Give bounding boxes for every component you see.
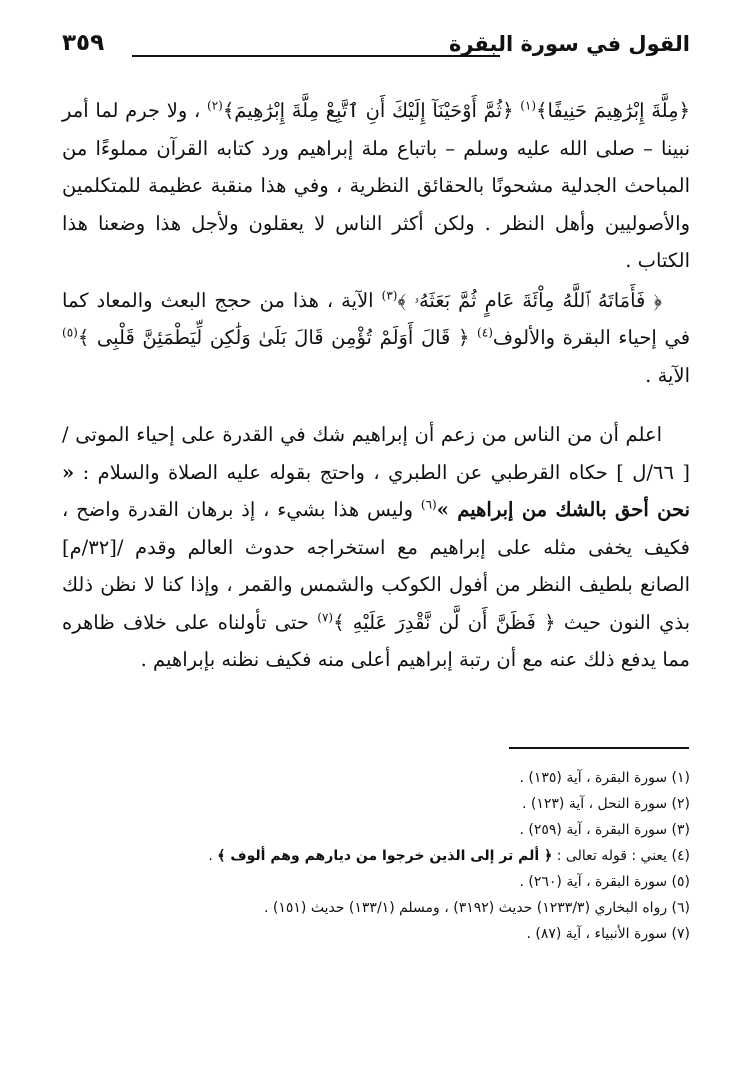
quran-verse: ﴿ فَأَمَاتَهُ ٱللَّهُ مِاْئَةَ عَامٍ ثُمَّ بَعَثَهُۥ ﴾ <box>397 288 663 312</box>
footnote-item: (٥) سورة البقرة ، آية (٢٦٠) . <box>519 874 690 890</box>
running-header <box>62 28 690 68</box>
paragraph-text: حتى تأولناه على خلاف ظاهره مما يدفع ذلك عنه مع أن رتبة إبراهيم أعلى منه فكيف نظنه بإبراهيم . <box>62 610 690 671</box>
footnote-quote: ﴿ ألم تر إلى الذين خرجوا من ديارهم وهم ألوف ﴾ <box>217 848 553 864</box>
quran-verse: ﴿ثُمَّ أَوْحَيْنَآ إِلَيْكَ أَنِ ٱتَّبِعْ مِلَّةَ إِبْرَٰهِيمَ﴾ <box>222 99 514 122</box>
footnotes-list <box>62 765 690 947</box>
footnote-text: . <box>208 848 213 864</box>
footnote-ref: (٢) <box>207 98 223 113</box>
page-number: ٣٥٩ <box>62 30 105 56</box>
footnote-ref: (٧) <box>317 610 334 624</box>
paragraph-text: ، ولا جرم لما أمر نبينا – صلى الله عليه وسلم – باتباع ملة إبراهيم ورد كتابه القرآن مملوءًا من المباحث الجدلية مشحونًا بالحقائق النظرية ، وفي هذا منقبة عظيمة للمتكلمين والأصوليين وأهل النظر . ولكن أكثر الناس لا يعقلون ولأجل هذا وضعنا هذا الكتاب . <box>62 99 690 272</box>
footnote-ref: (٥) <box>62 325 78 340</box>
paragraph-text: اعلم أن من الناس من زعم أن إبراهيم شك في القدرة على إحياء الموتى / [ ٦٦/ل ] حكاه القرطبي عن الطبري ، واحتج بقوله عليه الصلاة والسلام : <box>62 423 690 484</box>
footnote-item: (٣) سورة البقرة ، آية (٢٥٩) . <box>519 822 690 838</box>
main-text <box>62 92 690 679</box>
quran-verse: ﴿ فَظَنَّ أَن لَّن نَّقْدِرَ عَلَيْهِ ﴾ <box>333 610 556 634</box>
paragraph-text: الآية ، هذا من حجج البعث والمعاد كما في إحياء البقرة والألوف <box>62 288 691 349</box>
footnote-separator <box>509 747 689 749</box>
paragraph-3 <box>62 416 690 679</box>
footnote-ref: (٦) <box>420 497 437 512</box>
footnote-item: (١) سورة البقرة ، آية (١٣٥) . <box>519 770 690 786</box>
paragraph-text: الآية . <box>645 363 690 387</box>
quran-verse: ﴿ قَالَ أَوَلَمْ تُؤْمِن قَالَ بَلَىٰ وَلَٰكِن لِّيَطْمَئِنَّ قَلْبِى ﴾ <box>77 326 470 349</box>
footnote-ref: (١) <box>520 98 537 113</box>
header-rule <box>132 55 500 57</box>
hadith-quote: « نحن أحق بالشك من إبراهيم » <box>62 460 690 521</box>
footnote-ref: (٣) <box>381 288 398 302</box>
paragraph-text: وليس هذا بشيء ، إذ برهان القدرة واضح ، فكيف يخفى مثله على إبراهيم مع استخراجه حدوث العالم وقدم /[٣٢/م] الصانع بلطيف النظر من أفول الكوكب والشمس والقمر ، وإذا كنا لا نظن ذلك بذي النون حيث <box>62 498 690 634</box>
footnote-ref: (٤) <box>477 325 493 340</box>
footnote-item: (٢) سورة النحل ، آية (١٢٣) . <box>521 796 690 812</box>
paragraph-2 <box>62 282 690 395</box>
footnote-item: (٧) سورة الأنبياء ، آية (٨٧) . <box>526 926 690 942</box>
footnote-item: (٦) رواه البخاري (١٢٣٣/٣) حديث (٣١٩٢) ، ومسلم (١٣٣/١) حديث (١٥١) . <box>263 900 690 916</box>
quran-verse: ﴿مِلَّةَ إِبْرَٰهِيمَ حَنِيفًا﴾ <box>536 99 691 122</box>
paragraph-1 <box>62 92 690 280</box>
footnote-text: (٤) يعني : قوله تعالى : <box>556 848 690 864</box>
header-title: القول في سورة البقرة <box>448 32 690 56</box>
footnote-item <box>62 843 690 869</box>
